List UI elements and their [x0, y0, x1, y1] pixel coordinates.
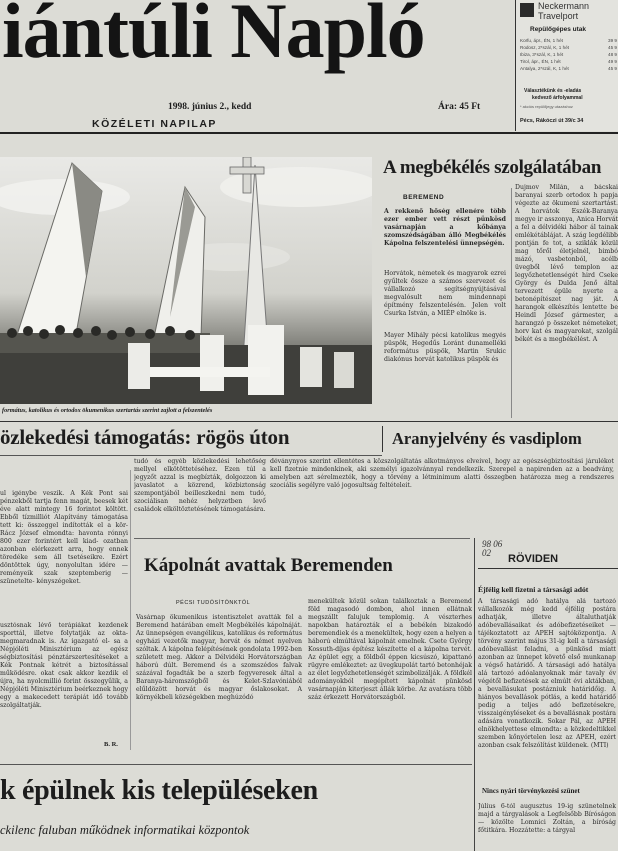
bottom-rule [0, 764, 472, 765]
lead-body1: Horvátok, németek és magyarok ezrei gyűltek össze a számos szervezet és vállalkozó segítségnyújtásával megvalósult nem mindennapi építmény felszentelésén. Jelen volt Csurka István, a MIÉP elnöke is. [384, 270, 506, 317]
story4-headline[interactable]: Kápolnát avattak Beremenden [144, 555, 393, 576]
headline-aranyjelveny[interactable]: Aranyjelvény és vasdiplom [392, 429, 582, 448]
masthead-rule [0, 132, 618, 134]
sidebar-item2-body: Július 6-tól augusztus 19-ig szünetelnek majd a tárgyalások a Legfelsőbb Bíróságon — közölte Lomnici Zoltán, a bíróság főtitkára. Hozzátette: a tárgyal [478, 803, 616, 834]
photo-caption: formátus, katolikus és ortodox ökumenikus szertartás szerint zajlott a felszentelés [2, 407, 213, 414]
story3-text: déványnyos szerint ellentétes a közszolgáltatás alkotmányos elveivel, hogy az egészségbiztosítási járulékot kell fizetnie mindenkinek, aki személyi igazolvánnyal rendelkezik. Szerepel a napirenden az a beadvány, amelyben azt sérelmezték, hogy a törvény a létminimum alatti összegben határozza meg a rendszeres szociális segélyre való jogosultság feltételeit. [270, 458, 614, 489]
ad-row: Ibiza, 3*szál, K, 1 hét 48 9 [520, 52, 617, 57]
headline-divider [382, 426, 383, 452]
lead-col2: Dujmov Milán, a bácskai baranyai szerb ortodox h papja végezte az ökumeni szertartást. A horvátok Eszék-Baranya megye ir asszonya, Anica Horvát a fel a délvidéki hábor ál tainak emlékétáblájat. A szág legdélibb pontján fe tot, a sziklák közül mag tőről életjelnél, bimbó mázó, vasbetonból, acélb üvegből lévő templon az legyőzhetetlenségét hird Cseke György és Dulda Jenő által tervezett épüle nyerte a betonépítészet nag ját. A harangok elkészítés lentette be Heindl József gármester, a harangzó p összeket németeket, horv kat és magyarokat, szolgál békét és a megbékélést. A [515, 184, 618, 343]
ad-title: Repülőgépes utak [530, 26, 586, 33]
masthead-title: iántúli Napló [2, 0, 425, 74]
section-rule-2 [0, 455, 382, 456]
section-rule-1 [0, 421, 618, 422]
ad-brand-line1: Neckermann [538, 1, 590, 11]
story4-col1: Vasárnap ökumenikus istentisztelet avatták fel a Beremend határában emelt Megbékélés kápolnáját. Az ünnepségen evangélikus, katolikus és református egyházi vezetők magyar, horvát és német nyelven szóltak. A kápolna felépítésének gondolata 1992-ben született meg. Akkor a Délvidéki Horvátországban háború dúlt. Beremend és a szomszédos falvak százával fogadták be a szerb fegyveresek által a Baranya-háromszögből és Kelet-Szlavóniából elűldözött horvát és magyar őslakosokat. A környékbeli községekben meghúzódó [136, 614, 302, 701]
lead-intro: A rekkenő hőség ellenére több ezer ember vett részt pünkösd vasárnapján a kőbánya szomszédságában álló Megbékélés Kápolna felszentelési ünnepségén. [384, 208, 506, 247]
lead-dateline: BEREMEND [403, 194, 445, 201]
ad-row: Rodosz, 2*szál, K, 1 hét 45 9 [520, 45, 617, 50]
story2-col1b: usztósnak lévő terápiákat kezdenek sporttál, illetve folytatják az okta- megmaradnak is. Az igazgató el- sa a Népjóléti Minisztérium az egész ségbiztosítási pénztárszertesítéseket a Kék Pontnak kétrét a biztosítással működésre. okat csak akkor kezdik el újra, ha nyolcmillió forint összegyűlik, a Népjóléti Minisztérium beérkeznek hogy egy a makecedett terápiát idő tovább szolgáltatják. [0, 622, 128, 709]
story2-signature: B. R. [104, 741, 118, 748]
ad-note2: kedvező árfolyammal [532, 95, 583, 101]
ad-row: Korfu, ápr., ÉN, 1 hét 39 9 [520, 38, 617, 43]
ad-note3: * akciós repülőjegy utazáshoz [520, 104, 573, 109]
masthead-subtitle: KÖZÉLETI NAPILAP [92, 118, 217, 130]
sidebar-item1-title[interactable]: Éjfélig kell fizetni a társasági adót [478, 585, 589, 594]
sidebar-item2-title[interactable]: Nincs nyári törvénykezési szünet [482, 787, 580, 795]
ad-price-list [520, 37, 617, 72]
ad-address: Pécs, Rákóczi út 39/c 34 [520, 118, 584, 124]
sidebar-section-title: RÖVIDEN [508, 553, 559, 565]
story2-col1: ul igénybe veszik. A Kék Pont sai pénzekből tartja fenn magát, beesek két éve alatt mintegy 16 forintot költött. Ebből tízmilliót Alapítvány támogatása tett ki: összeggel indították el a kör- Rácz József elmondta: havonta rónnyi 800 ezer forintért kell kiad- ozatban azonban elérkezett arra, hogy ennek töredéke sem áll tsetéseikre. Ezért döntöttek úgy, nonyolultan idére — reményeik szak szeptemberig — szünetelte- kényszégeket. [0, 490, 128, 585]
story2-rule [130, 470, 131, 750]
chapel-illustration [0, 157, 372, 404]
ad-row: Antalya, 2*szál, K, 1 hét 45 9 [520, 66, 617, 71]
lead-body2: Mayer Mihály pécsi katolikus megyés püspök, Hegedűs Loránt dunamelléki református püspök, Martin Srukic diakónus horvát katolikus püspök és [384, 332, 506, 363]
story4-byline: PÉCSI TUDÓSÍTÓNKTÓL [176, 600, 251, 606]
sidebar-title-rule [478, 568, 618, 569]
sidebar-item1-body: A társasági adó hatálya alá tartozó vállalkozók még kedd éjfélig postára adhatják, illetve általuthatják adóbevallásaikat és adóbefizetéseiket — tájékoztatott az APEH sajtóközpontja. A törvény szerint május 31-ig kell a társasági adóbevallást feladni, a pünkösd miatt azonban az ünnepet követő első munkanap a végső határidő. A társasági adó hatálya alá tartozó adóalanyoknak már tavaly év végétől befizetések az elmúlt évi aktákban, a bevallásukat postázniuk határidőig. A hiányos bevallások pótlás, a kedd határidő pedig a teljes adó befizetésekre, visszaigényléseket és a bevallásnak postára adására vonatkozik. Sokar Pál, az APEH elnökhelyettese elmondta: a közkedeltikkel szemben kőnyórtelen lesz az APEH, ezért azonban csak felszólítást küldenek. (MTI) [478, 598, 616, 749]
handwritten-date: 98 06 02 [482, 539, 503, 558]
headline-kozlekedesi[interactable]: özlekedési támogatás: rögös úton [0, 425, 290, 449]
masthead-date: 1998. június 2., kedd [168, 102, 252, 112]
ad-row: Tirol, ápr., ÉN, 1 hét 49 9 [520, 59, 617, 64]
bottom-subhead: ckilenc faluban működnek informatikai központok [0, 823, 250, 837]
travel-ad[interactable] [515, 0, 618, 131]
ad-logo-icon [520, 3, 534, 17]
story2-col2: tudó és egyéb közlekedési lehetőség mellyel elkötöttetéséhez. Ezen túl a jegyzőt azzal is megbízták, dolgozzon ki javaslatot a közrend, közbiztonság szempontjából beilleszkedni nem tudó, szociálisan nehéz helyzetben levő családok elköltöztetésének támogatására. [134, 458, 266, 513]
ad-note1: Választékünk és -eladás [524, 88, 582, 94]
ad-brand-line2: Travelport [538, 11, 579, 21]
lead-photo [0, 157, 372, 404]
bottom-headline[interactable]: k épülnek kis településeken [0, 775, 318, 806]
lead-headline[interactable]: A megbékélés szolgálatában [383, 157, 602, 178]
story4-col2: menekültek közül sokan találkoztak a Beremend föld magasodó dombon, ahol innen ellátnak megszállt falujuk templomig. A vészterhes napokban határozták el a bebékén bizakodó beremendiek és a menekültek, hogy ezen a helyen a háború elmúltával kápolnát emelnek. Csete György Kossuth-díjas építész készítette el a kápolna tervét. Az épület egy, a földből éppen kicsúszó, kipattanó rügyre emlékeztet: az üvegkupolát tartó betonhéjak az élet legyőzhetetlenségét szimbolizálják. A földkél adományokból megépített kápolnát pünkösd vasárnapján kiterjeszt állák körbe. Az avatásra több száz érkezett Horvátországból. [308, 598, 472, 701]
masthead-price: Ára: 45 Ft [438, 102, 481, 112]
story4-top-rule [134, 538, 470, 539]
sidebar-rule [474, 538, 475, 851]
lead-column-rule [511, 188, 512, 418]
